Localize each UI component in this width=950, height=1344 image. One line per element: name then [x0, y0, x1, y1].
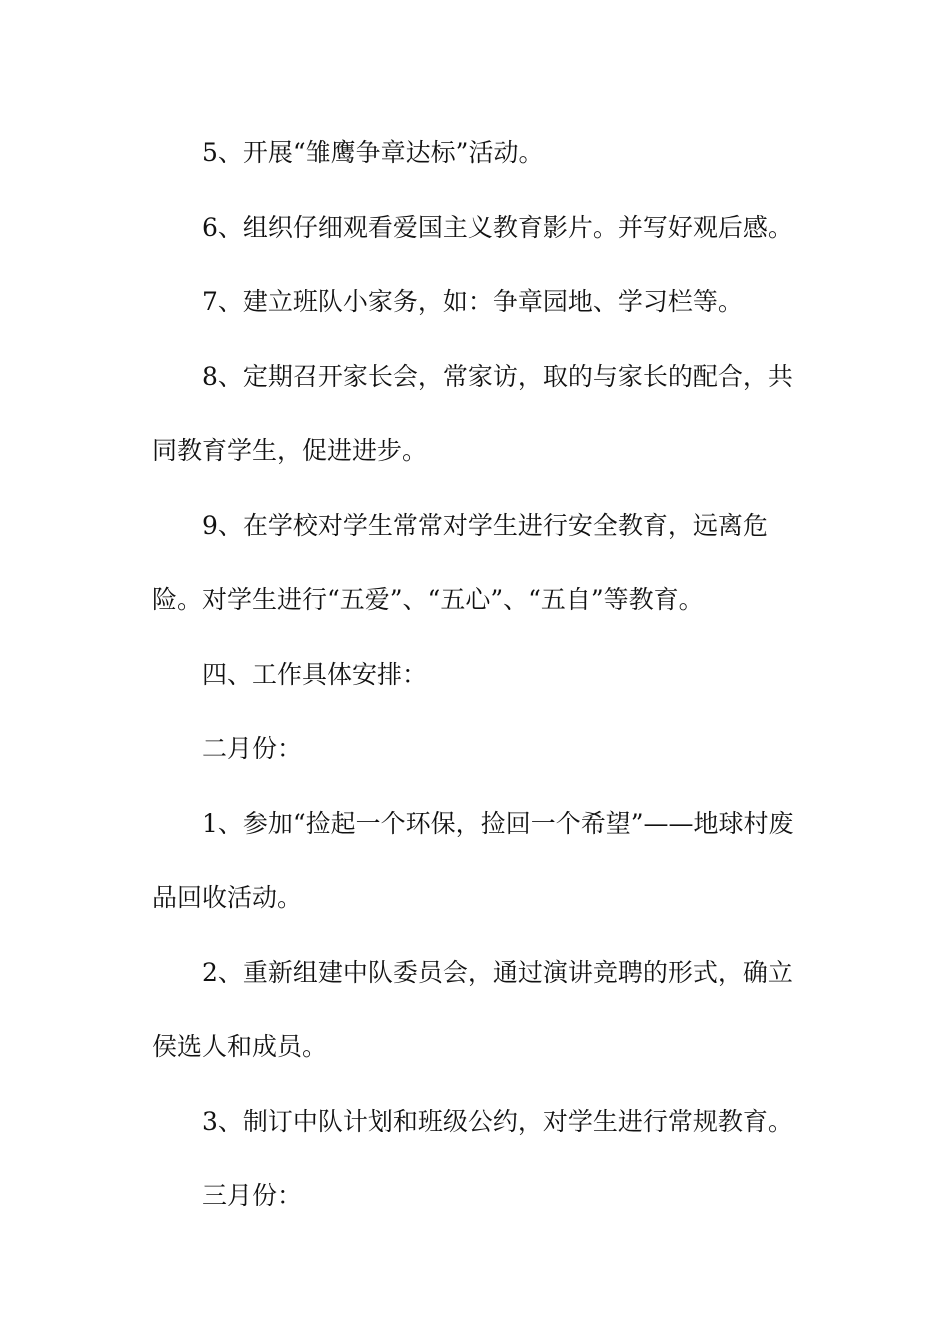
- section-heading-work-arrangement: 四、工作具体安排：: [202, 659, 428, 689]
- document-body: [152, 116, 812, 1234]
- february-item-3: 3、制订中队计划和班级公约，对学生进行常规教育。: [202, 1106, 793, 1136]
- paragraph-item-7: 7、建立班队小家务，如：争章园地、学习栏等。: [202, 287, 743, 316]
- february-item-2: 2、重新组建中队委员会，通过演讲竞聘的形式，确立侯选人和成员。: [152, 957, 793, 1061]
- month-heading-march: 三月份：: [202, 1181, 303, 1210]
- paragraph-item-8: 8、定期召开家长会，常家访，取的与家长的配合，共同教育学生，促进进步。: [152, 361, 793, 465]
- paragraph-item-9: 9、在学校对学生常常对学生进行安全教育，远离危险。对学生进行“五爱”、“五心”、“五自”等教育。: [152, 510, 768, 614]
- february-item-1: 1、参加“捡起一个环保，捡回一个希望”——地球村废品回收活动。: [152, 808, 794, 912]
- month-heading-february: 二月份：: [202, 734, 303, 763]
- paragraph-item-6: 6、组织仔细观看爱国主义教育影片。并写好观后感。: [202, 212, 793, 242]
- paragraph-item-5: 5、开展“雏鹰争章达标”活动。: [202, 138, 544, 167]
